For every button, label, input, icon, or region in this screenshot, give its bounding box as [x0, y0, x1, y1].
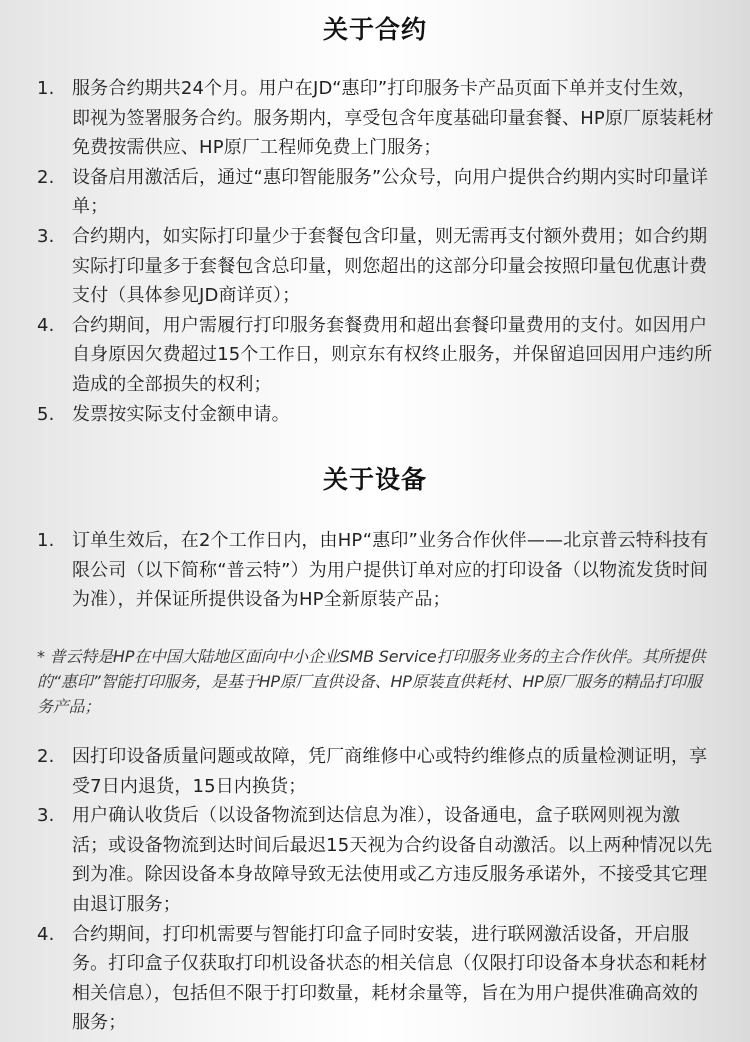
device-terms-list-b [0, 742, 750, 1038]
item-number: 5. [37, 403, 55, 425]
partner-footnote: * 普云特是HP在中国大陆地区面向中小企业SMB Service打印服务业务的主合作伙伴。其所提供的“惠印”智能打印服务，是基于HP原厂直供设备、HP原装直供耗材、HP原厂服务的精品打印服务产品； [37, 647, 706, 716]
item-text: 服务合约期共24个月。用户在JD“惠印”打印服务卡产品页面下单并支付生效，即视为签署服务合约。服务期内，享受包含年度基础印量套餐、HP原厂原装耗材免费按需供应、HP原厂工程师免费上门服务； [72, 78, 714, 159]
list-item [0, 920, 750, 1038]
contract-section-title: 关于合约 [322, 15, 427, 44]
item-number: 1. [37, 78, 55, 99]
item-text: 合约期内，如实际打印量少于套餐包含印量，则无需再支付额外费用；如合约期实际打印量多于套餐包含总印量，则您超出的这部分印量会按照印量包优惠计费支付（具体参见JD商详页）； [72, 225, 708, 307]
list-item [0, 222, 750, 311]
item-number: 2. [37, 166, 55, 188]
item-text: 合约期间，打印机需要与智能打印盒子同时安装，进行联网激活设备，开启服务。打印盒子仅获取打印机设备状态的相关信息（仅限打印设备本身状态和耗材相关信息），包括但不限于打印数量，耗材余量等，旨在为用户提供准确高效的服务； [72, 923, 708, 1034]
item-number: 1. [37, 530, 55, 551]
contract-terms-list [0, 74, 750, 429]
list-item [0, 163, 750, 222]
item-text: 发票按实际支付金额申请。 [72, 403, 290, 425]
item-number: 4. [37, 314, 55, 336]
list-item [0, 742, 750, 801]
item-number: 4. [37, 923, 55, 945]
item-number: 3. [37, 225, 55, 247]
list-item [0, 74, 750, 163]
item-text: 订单生效后，在2个工作日内，由HP“惠印”业务合作伙伴——北京普云特科技有限公司（以下简称“普云特”）为用户提供订单对应的打印设备（以物流发货时间为准），并保证所提供设备为HP全新原装产品； [72, 530, 709, 611]
list-item [0, 400, 750, 430]
list-item [0, 526, 750, 615]
list-item [0, 311, 750, 400]
item-number: 2. [37, 746, 55, 767]
item-text: 合约期间，用户需履行打印服务套餐费用和超出套餐印量费用的支付。如因用户自身原因欠费超过15个工作日，则京东有权终止服务，并保留追回因用户违约所造成的全部损失的权利； [72, 314, 713, 395]
device-section-title: 关于设备 [322, 465, 427, 494]
item-text: 设备启用激活后，通过“惠印智能服务”公众号，向用户提供合约期内实时印量详单； [72, 166, 709, 218]
item-number: 3. [37, 805, 55, 827]
list-item [0, 801, 750, 919]
item-text: 因打印设备质量问题或故障，凭厂商维修中心或特约维修点的质量检测证明，享受7日内退货，15日内换货； [72, 746, 708, 797]
item-text: 用户确认收货后（以设备物流到达信息为准），设备通电，盒子联网则视为激活；或设备物流到达时间后最迟15天视为合约设备自动激活。以上两种情况以先到为准。除因设备本身故障导致无法使用或乙方违反服务承诺外，不接受其它理由退订服务； [72, 805, 713, 915]
device-terms-list-a [0, 526, 750, 615]
